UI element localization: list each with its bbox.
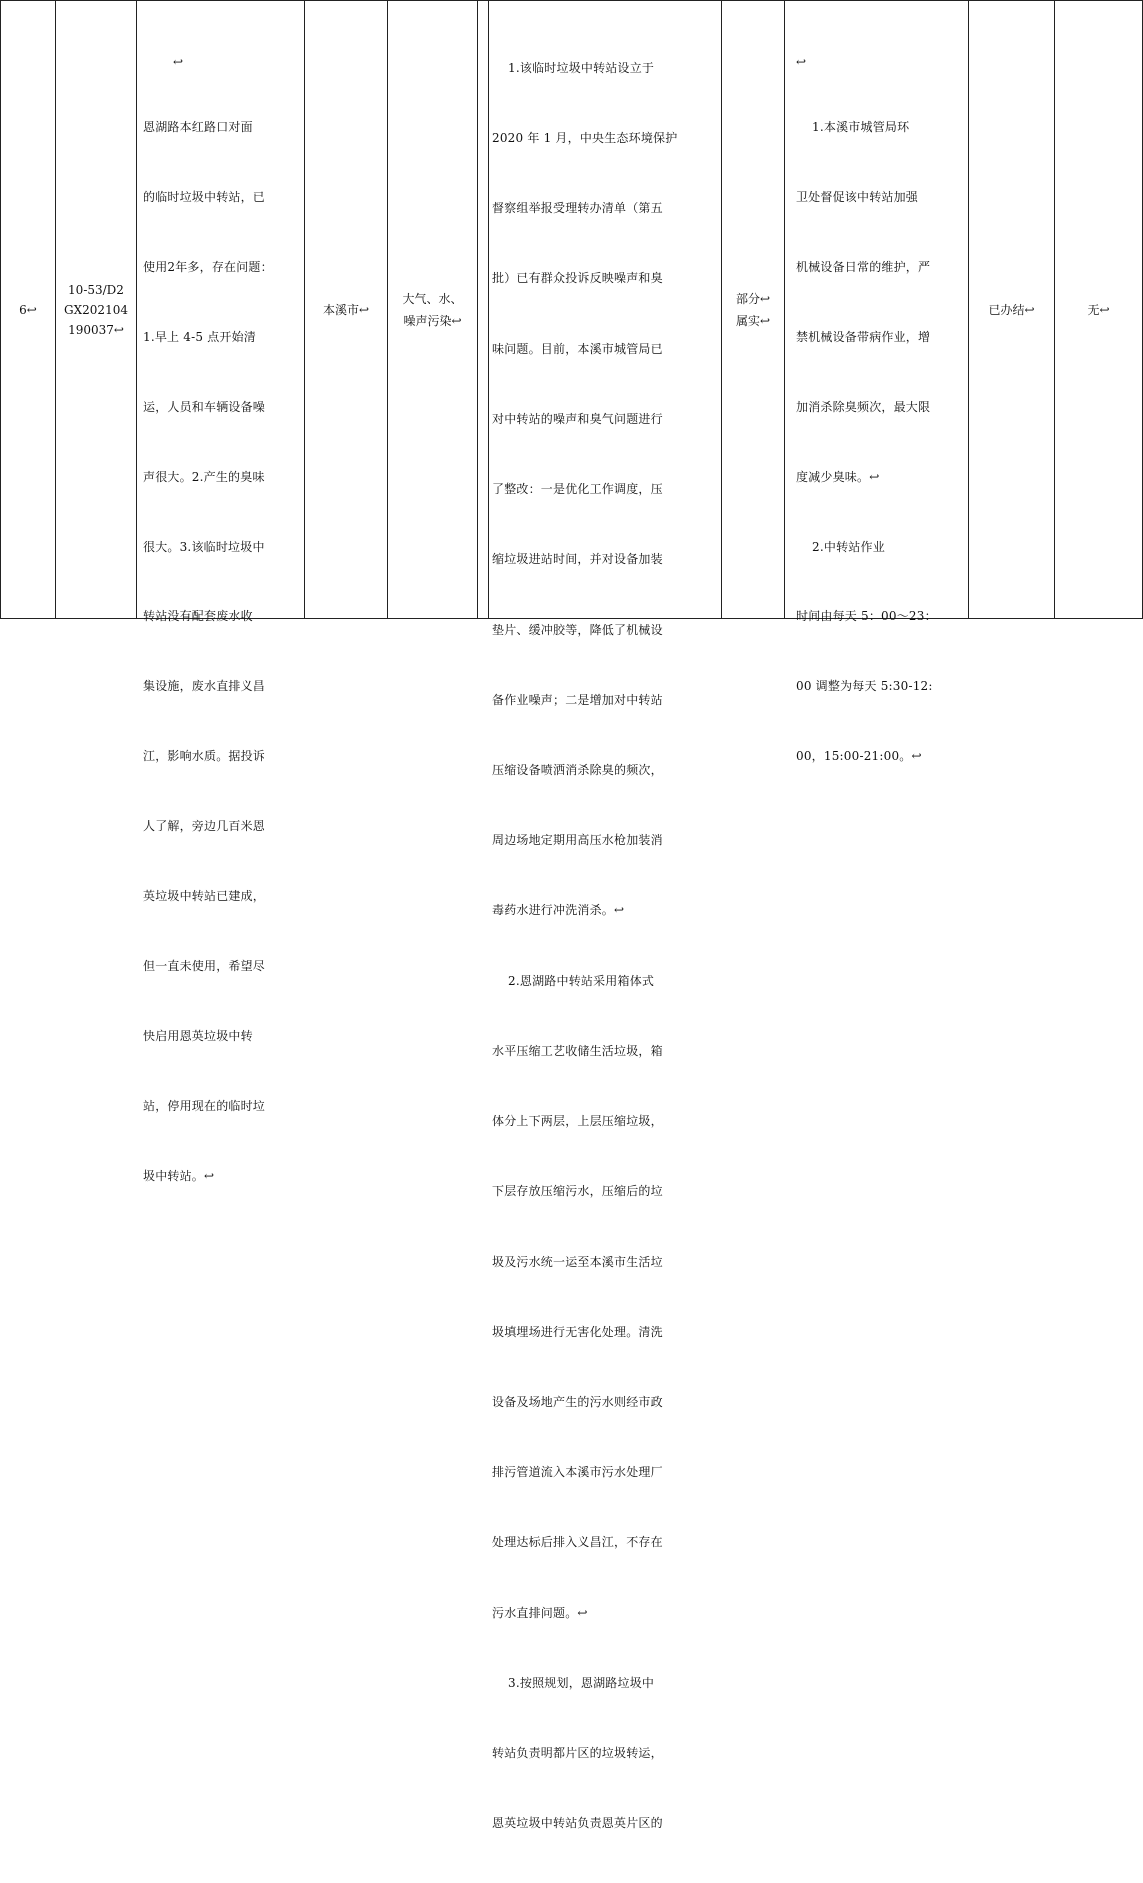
pollution-type-line: 大气、水、	[402, 291, 463, 306]
pollution-type	[402, 288, 462, 332]
rectification-line: 2.中转站作业	[796, 539, 885, 554]
investigation-line: 2.恩湖路中转站采用箱体式	[492, 973, 655, 988]
accountability: 无↩	[1087, 303, 1110, 317]
investigation-line: 处理达标后排入义昌江，不存在	[492, 1535, 663, 1550]
investigation-line: 垫片、缓冲胶等，降低了机械设	[492, 622, 663, 637]
cell-spacer	[478, 1, 488, 618]
investigation-line: 设备及场地产生的污水则经市政	[492, 1394, 663, 1409]
complaint-line: 恩湖路本红路口对面	[143, 120, 253, 135]
verdict-line: 部分↩	[735, 291, 771, 306]
complaint-line: 英垃圾中转站已建成，	[143, 888, 266, 903]
case-id	[64, 280, 128, 340]
investigation-line: 备作业噪声；二是增加对中转站	[492, 692, 663, 707]
investigation-line: 圾及污水统一运至本溪市生活垃	[492, 1254, 663, 1269]
investigation-line: 水平压缩工艺收储生活垃圾，箱	[492, 1043, 663, 1058]
verdict	[736, 288, 770, 332]
investigation-line: 缩垃圾进站时间，并对设备加装	[492, 552, 663, 567]
investigation-line: 污水直排问题。↩	[492, 1605, 588, 1620]
rectification-line: 时间由每天 5：00～23：	[796, 609, 937, 624]
investigation-text	[492, 10, 720, 1883]
grid-line	[488, 1, 489, 618]
complaint-line: 1.早上 4-5 点开始清	[143, 329, 257, 344]
investigation-line: 味问题。目前，本溪市城管局已	[492, 341, 663, 356]
cell-complaint-content	[143, 7, 303, 1183]
investigation-line: 体分上下两层，上层压缩垃圾，	[492, 1114, 663, 1129]
case-id-line: 10-53/D2	[68, 282, 124, 297]
complaint-line: 运，人员和车辆设备噪	[143, 399, 266, 414]
complaint-line: 站，停用现在的临时垃	[143, 1098, 266, 1113]
investigation-line: 压缩设备喷洒消杀除臭的频次，	[492, 763, 663, 777]
investigation-line: 圾填埋场进行无害化处理。清洗	[492, 1324, 663, 1339]
rectification-line: 度减少臭味。↩	[796, 469, 880, 484]
rectification-line: 机械设备日常的维护，严	[796, 259, 931, 274]
investigation-line: 督察组举报受理转办清单（第五	[492, 201, 663, 216]
investigation-line: 转站负责明都片区的垃圾转运，	[492, 1746, 663, 1761]
investigation-line: 下层存放压缩污水，压缩后的垃	[492, 1184, 663, 1199]
grid-line	[136, 1, 137, 618]
status: 已办结↩	[988, 303, 1035, 317]
investigation-line: 3.按照规划，恩湖路垃圾中	[492, 1675, 655, 1690]
rectification-text	[796, 7, 967, 815]
rectification-line: 00 调整为每天 5:30-12:	[796, 679, 933, 694]
cell-sequence	[1, 1, 55, 618]
complaint-line: 江，影响水质。据投诉	[143, 749, 266, 764]
investigation-line: 对中转站的噪声和臭气问题进行	[492, 411, 663, 426]
complaint-line: 集设施，废水直排义昌	[143, 679, 266, 694]
cell-status	[969, 1, 1054, 618]
complaint-line: 很大。3.该临时垃圾中	[143, 539, 265, 554]
complaint-text	[143, 7, 303, 1234]
sequence-number: 6↩	[19, 302, 37, 317]
complaint-line: ↩	[173, 54, 184, 69]
rectification-line: ↩	[796, 54, 807, 69]
complaint-line: 快启用恩英垃圾中转	[143, 1028, 253, 1043]
complaint-line: 使用2年多，存在问题：	[143, 259, 273, 274]
cell-pollution-type	[388, 1, 477, 618]
rectification-line: 00，15:00-21:00。↩	[796, 749, 922, 764]
complaint-line: 的临时垃圾中转站，已	[143, 190, 266, 205]
investigation-line: 批）已有群众投诉反映噪声和臭	[492, 271, 663, 286]
investigation-line: 了整改：一是优化工作调度，压	[492, 482, 663, 497]
grid-line	[784, 1, 785, 618]
pollution-type-line: 噪声污染↩	[403, 313, 462, 328]
investigation-line: 2020 年 1 月，中央生态环境保护	[492, 131, 678, 146]
complaint-line: 但一直未使用，希望尽	[143, 958, 266, 973]
investigation-line: 毒药水进行冲洗消杀。↩	[492, 903, 625, 918]
cell-rectification	[796, 7, 967, 764]
investigation-line: 1.该临时垃圾中转站设立于	[492, 60, 655, 75]
cell-region	[305, 1, 387, 618]
cell-verdict	[722, 1, 784, 618]
cell-investigation	[492, 10, 720, 1831]
case-id-line: GX202104	[64, 302, 128, 317]
rectification-line: 卫处督促该中转站加强	[796, 190, 919, 205]
region: 本溪市↩	[322, 303, 370, 317]
rectification-line: 1.本溪市城管局环	[796, 120, 910, 135]
complaint-line: 转站没有配套废水收	[143, 609, 253, 624]
cell-accountability	[1055, 1, 1142, 618]
investigation-line: 周边场地定期用高压水枪加装消	[492, 833, 663, 848]
case-id-line: 190037↩	[68, 322, 124, 337]
rectification-line: 禁机械设备带病作业，增	[796, 329, 931, 344]
complaint-line: 人了解，旁边几百米恩	[143, 819, 266, 834]
investigation-line: 恩英垃圾中转站负责恩英片区的	[492, 1816, 663, 1831]
rectification-line: 加消杀除臭频次，最大限	[796, 399, 931, 414]
complaint-line: 声很大。2.产生的臭味	[143, 469, 265, 484]
verdict-line: 属实↩	[735, 313, 771, 328]
complaint-line: 圾中转站。↩	[143, 1168, 215, 1183]
investigation-line: 排污管道流入本溪市污水处理厂	[492, 1465, 663, 1480]
cell-case-id	[56, 1, 136, 618]
